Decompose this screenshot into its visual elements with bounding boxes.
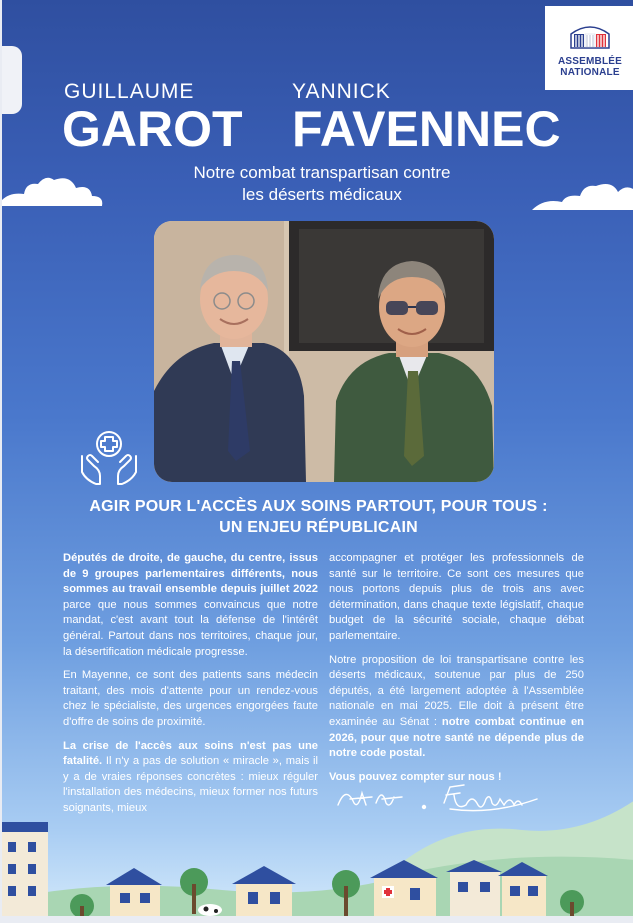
deputy1-last-name: GAROT [62,101,243,157]
subtitle-line1: Notre combat transpartisan contre [193,163,451,182]
cloud-left-icon [2,170,112,210]
left-p3-rest: Il n'y a pas de solution « miracle », mais il y a de vraies réponses concrètes : mieux réguler l'installation des médecins, mieux former nos futurs soignants, mieux [63,755,318,814]
left-p1-bold: Députés de droite, de gauche, du centre, issus de 9 groupes parlementaires différents, nous sommes au travail ensemble depuis juillet 2022 [63,552,318,596]
hemicycle-icon [567,20,613,52]
headline-line2: UN ENJEU RÉPUBLICAIN [219,519,418,536]
deputy2-first-name: YANNICK [292,80,391,103]
right-paragraph-2 [329,653,584,762]
left-paragraph-2: En Mayenne, ce sont des patients sans médecin traitant, des mois d'attente pour un rendez-vous chez le spécialiste, des urgences engorgées faute d'offre de soins de proximité. [63,669,318,728]
assemblee-nationale-logo [545,6,633,90]
right-p2-start: Notre proposition de loi transpartisane contre les déserts médicaux, soutenue par plus de 250 députés, a été largement adoptée à l'Assemblée nationale en mai 2025. Elle doit à présent être examinée au Sénat : [329,653,584,728]
subtitle [122,162,522,206]
logo-line2: NATIONALE [560,67,620,78]
deputies-illustration [154,221,494,482]
headline-line1: AGIR POUR L'ACCÈS AUX SOINS PARTOUT, POUR TOUS : [89,498,548,515]
right-column [329,551,584,793]
deputy1-first-name: GUILLAUME [64,80,195,103]
left-p1-rest: parce que nous sommes convaincus que notre mandat, c'est avant tout la défense de l'intérêt général. Partout dans nos territoires, chaque jour, la désertification médicale progresse. [63,598,318,658]
logo-line1: ASSEMBLÉE [557,56,623,67]
left-paragraph-1 [63,551,318,660]
subtitle-line2: les déserts médicaux [242,185,402,204]
right-p2-bold: notre combat continue en 2026, pour que notre santé ne dépende plus de notre code postal. [329,715,585,760]
headline [42,496,595,538]
left-p3-bold: La crise de l'accès aux soins n'est pas une fatalité. [63,739,318,768]
cloud-right-icon [522,178,633,214]
town-illustration [2,760,633,923]
logo-text [545,56,633,78]
left-edge-tab [0,46,22,114]
deputy2-last-name: FAVENNEC [292,101,561,157]
closing-line: Vous pouvez compter sur nous ! [329,770,502,783]
health-care-hands-icon [78,426,140,488]
right-paragraph-1: accompagner et protéger les professionnels de santé sur le territoire. Ce sont ces mesures que nous portons depuis plus de trois ans avec détermination, dans chaque texte législatif, chaque budget de la sécurité sociale, chaque débat parlementaire. [329,552,584,642]
deputies-photo [154,221,494,482]
